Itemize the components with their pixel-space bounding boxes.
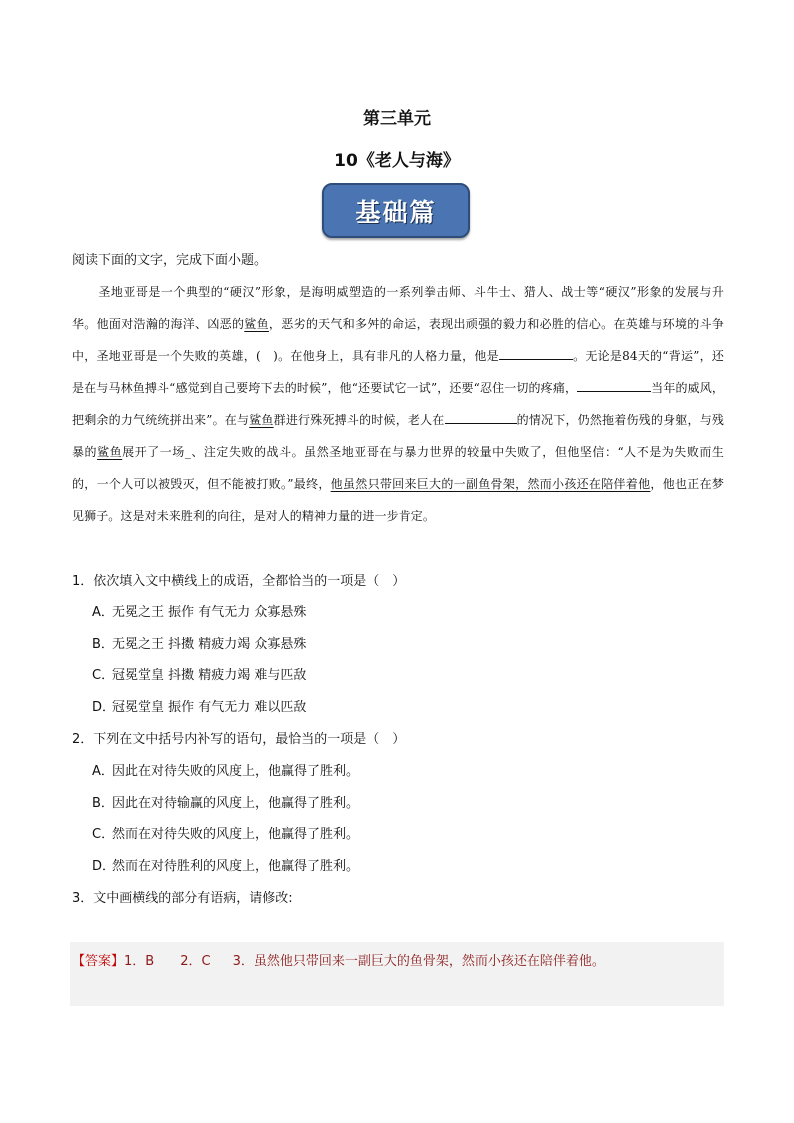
banner-label: 基础篇: [355, 197, 437, 227]
question-2-option-a: [92, 760, 359, 779]
passage-text: 当年的威风，把剩余的力气统统拼出来”。在与: [72, 381, 725, 427]
option-key: A．: [92, 605, 114, 620]
answer-3: 3．虽然他只带回来一副巨大的鱼骨架，然而小孩还在陪伴着他。: [232, 954, 605, 969]
section-banner: [322, 183, 470, 238]
option-key: B．: [92, 796, 114, 811]
question-2-option-b: [92, 792, 359, 811]
question-2-option-c: [92, 823, 359, 842]
answer-line: [72, 950, 605, 969]
passage-text: 的情况下，仍然拖着伤残的身躯，与残暴的: [72, 413, 725, 459]
option-text: 无冕之王 振作 有气无力 众寡悬殊: [112, 605, 307, 620]
option-key: D．: [92, 859, 116, 874]
fill-blank-2: [577, 377, 651, 392]
option-text: 因此在对待输赢的风度上，他赢得了胜利。: [112, 796, 360, 811]
option-key: A．: [92, 764, 114, 779]
option-text: 然而在对待胜利的风度上，他赢得了胜利。: [112, 859, 360, 874]
option-key: C．: [92, 827, 115, 842]
question-1-option-c: [92, 664, 306, 683]
question-1-option-b: [92, 633, 306, 652]
option-key: B．: [92, 637, 114, 652]
passage-shark-word: 鲨鱼: [249, 413, 274, 427]
passage-text: 群进行殊死搏斗的时候，老人在: [273, 413, 445, 427]
option-text: 因此在对待失败的风度上，他赢得了胜利。: [112, 764, 360, 779]
passage-shark-word: 鲨鱼: [97, 445, 123, 459]
option-text: 冠冕堂皇 振作 有气无力 难以匹敌: [112, 700, 307, 715]
passage-text: ，恶劣的天气和多舛的命运，表现出顽强的毅力和必胜的信心。在英雄与环境的斗争中，圣地亚哥是一个失败的英雄，( )。在他身上，具有非凡的人格力量，他是: [72, 317, 725, 363]
passage-text: 圣地亚哥是一个典型的“硬汉”形象，是海明威塑造的一系列拳击师、斗牛士、猎人、战士等“硬汉”形象的发展与升华。他面对浩瀚的海洋、凶恶的: [72, 285, 724, 331]
answer-2: 2．C: [180, 954, 211, 969]
fill-blank-3: [445, 409, 517, 424]
question-1-stem: 1．依次填入文中横线上的成语，全都恰当的一项是（ ）: [72, 574, 406, 589]
fill-blank-1: [499, 345, 573, 360]
question-1-option-d: [92, 696, 306, 715]
answer-1: 1．B: [124, 954, 155, 969]
underlined-sentence: 他虽然只带回来巨大的一副鱼骨架，然而小孩还在陪伴着他: [330, 477, 651, 491]
option-key: D．: [92, 700, 116, 715]
question-1-option-a: [92, 601, 306, 620]
option-text: 然而在对待失败的风度上，他赢得了胜利。: [112, 827, 360, 842]
lesson-title: 10《老人与海》: [334, 151, 460, 171]
question-2-stem: 2．下列在文中括号内补写的语句，最恰当的一项是（ ）: [72, 732, 406, 747]
passage-text: ，他也正在梦见狮子。这是对未来胜利的向往，是对人的精神力量的进一步肯定。: [72, 477, 724, 523]
option-text: 无冕之王 抖擞 精疲力竭 众寡悬殊: [112, 637, 307, 652]
reading-instruction: 阅读下面的文字，完成下面小题。: [72, 253, 268, 268]
reading-passage: [72, 276, 724, 532]
option-key: C．: [92, 668, 115, 683]
question-2-option-d: [92, 855, 359, 874]
passage-text: 。无论是84天的“背运”，还是在与马林鱼搏斗“感觉到自己要垮下去的时候”，他“还要试它一试”，还要“忍住一切的疼痛，: [72, 349, 724, 395]
answer-tag: 【答案】: [72, 954, 125, 969]
question-3-stem: 3．文中画横线的部分有语病，请修改:: [72, 891, 293, 906]
unit-title: 第三单元: [363, 109, 431, 129]
passage-shark-word: 鲨鱼: [244, 317, 269, 331]
option-text: 冠冕堂皇 抖擞 精疲力竭 难与匹敌: [112, 668, 307, 683]
passage-text: 展开了一场_、注定失败的战斗。虽然圣地亚哥在与暴力世界的较量中失败了，但他坚信：“人不是为失败而生的，一个人可以被毁灭，但不能被打败。”最终，: [72, 445, 725, 491]
